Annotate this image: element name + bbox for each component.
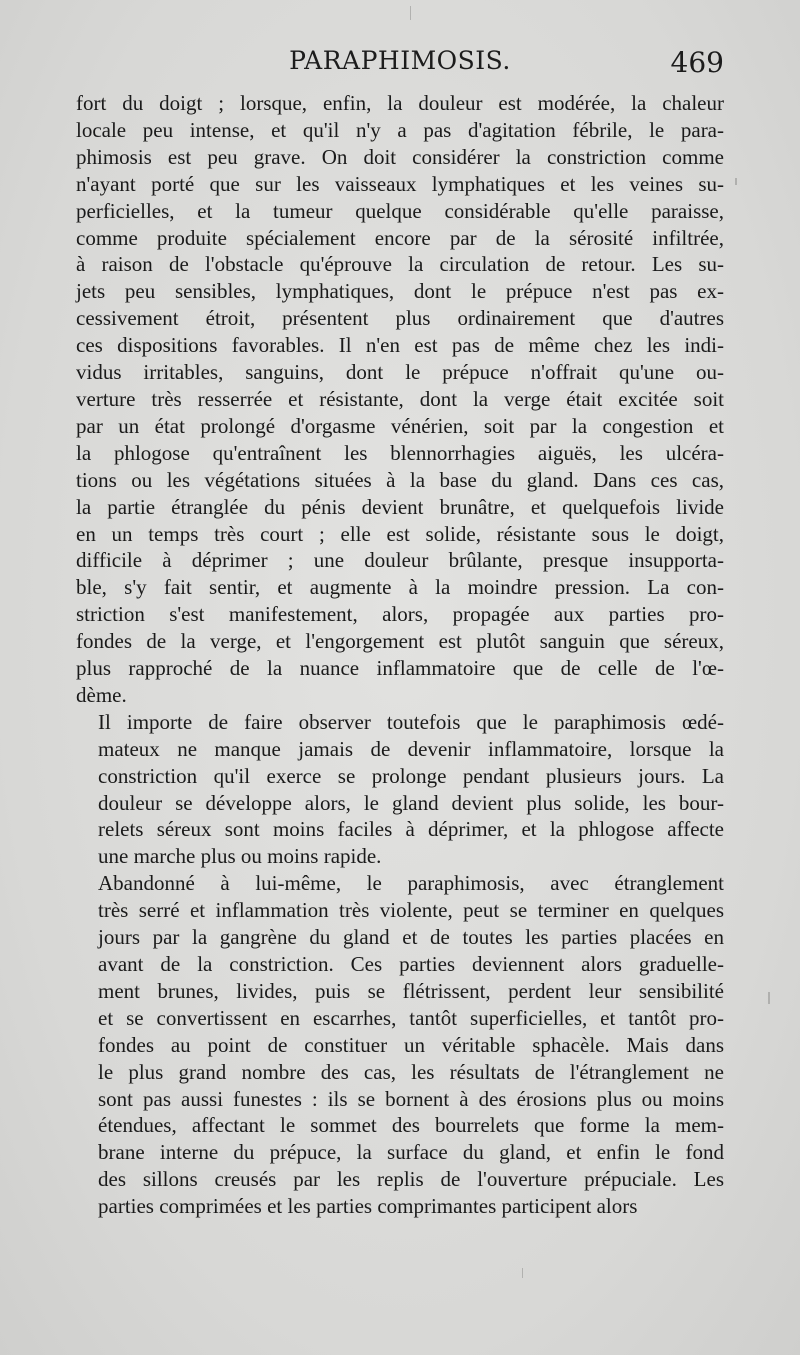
paragraph	[76, 870, 724, 1220]
paper-speck	[735, 178, 737, 185]
text-line: le plus grand nombre des cas, les résultats de l'étranglement ne	[98, 1059, 724, 1084]
paper-speck	[522, 1268, 523, 1278]
text-line: relets séreux sont moins faciles à déprimer, et la phlogose affecte	[98, 817, 724, 842]
text-line: et se convertissent en escarrhes, tantôt superficielles, et tantôt pro-	[98, 1005, 724, 1030]
text-line: jours par la gangrène du gland et de toutes les parties placées en	[98, 925, 724, 950]
text-line: étendues, affectant le sommet des bourrelets que forme la mem-	[98, 1113, 724, 1138]
page-header	[76, 44, 724, 80]
paper-speck	[410, 6, 411, 20]
text-line: fondes au point de constituer un véritable sphacèle. Mais dans	[98, 1032, 724, 1057]
paragraph	[76, 90, 724, 709]
text-line: à raison de l'obstacle qu'éprouve la circulation de retour. Les su-	[76, 252, 724, 277]
text-line: constriction qu'il exerce se prolonge pendant plusieurs jours. La	[98, 763, 724, 788]
text-line: la partie étranglée du pénis devient brunâtre, et quelquefois livide	[76, 494, 724, 519]
text-line: ces dispositions favorables. Il n'en est pas de même chez les indi-	[76, 333, 724, 358]
text-line: verture très resserrée et résistante, dont la verge était excitée soit	[76, 386, 724, 411]
text-line: tions ou les végétations situées à la base du gland. Dans ces cas,	[76, 467, 724, 492]
text-line: par un état prolongé d'orgasme vénérien, soit par la congestion et	[76, 413, 724, 438]
text-line: plus rapproché de la nuance inflammatoire que de celle de l'œ-	[76, 656, 724, 681]
text-line: Il importe de faire observer toutefois que le paraphimosis œdé-	[98, 709, 724, 734]
text-line: ment brunes, livides, puis se flétrissent, perdent leur sensibilité	[98, 978, 724, 1003]
paragraph	[76, 709, 724, 870]
text-line: cessivement étroit, présentent plus ordinairement que d'autres	[76, 306, 724, 331]
text-line: brane interne du prépuce, la surface du gland, et enfin le fond	[98, 1140, 724, 1165]
text-line: phimosis est peu grave. On doit considérer la constriction comme	[76, 144, 724, 169]
text-line: très serré et inflammation très violente, peut se terminer en quelques	[98, 898, 724, 923]
text-line: une marche plus ou moins rapide.	[98, 844, 382, 869]
text-line: locale peu intense, et qu'il n'y a pas d'agitation fébrile, le para-	[76, 117, 724, 142]
paper-speck	[768, 992, 770, 1004]
text-line: difficile à déprimer ; une douleur brûlante, presque insupporta-	[76, 548, 724, 573]
text-line: des sillons creusés par les replis de l'ouverture prépuciale. Les	[98, 1167, 724, 1192]
text-line: ble, s'y fait sentir, et augmente à la moindre pression. La con-	[76, 575, 724, 600]
text-line: fort du doigt ; lorsque, enfin, la douleur est modérée, la chaleur	[76, 91, 724, 115]
text-line: comme produite spécialement encore par de la sérosité infiltrée,	[76, 225, 724, 250]
page-number: 469	[670, 46, 724, 79]
text-line: vidus irritables, sanguins, dont le prépuce n'offrait qu'une ou-	[76, 360, 724, 385]
text-line: douleur se développe alors, le gland devient plus solide, les bour-	[98, 790, 724, 815]
text-line: Abandonné à lui-même, le paraphimosis, avec étranglement	[98, 871, 724, 896]
running-title: PARAPHIMOSIS.	[289, 46, 511, 75]
text-line: perficielles, et la tumeur quelque considérable qu'elle paraisse,	[76, 198, 724, 223]
text-line: en un temps très court ; elle est solide, résistante sous le doigt,	[76, 521, 724, 546]
text-line: mateux ne manque jamais de devenir inflammatoire, lorsque la	[98, 736, 724, 761]
text-line: parties comprimées et les parties comprimantes participent alors	[98, 1194, 638, 1219]
text-line: jets peu sensibles, lymphatiques, dont le prépuce n'est pas ex-	[76, 279, 724, 304]
text-line: fondes de la verge, et l'engorgement est plutôt sanguin que séreux,	[76, 629, 724, 654]
text-line: avant de la constriction. Ces parties deviennent alors graduelle-	[98, 952, 724, 976]
text-line: striction s'est manifestement, alors, propagée aux parties pro-	[76, 602, 724, 627]
body-text	[76, 90, 724, 1220]
text-line: n'ayant porté que sur les vaisseaux lymphatiques et les veines su-	[76, 171, 724, 196]
text-line: sont pas aussi funestes : ils se bornent à des érosions plus ou moins	[98, 1086, 724, 1111]
text-line: dème.	[76, 682, 127, 707]
text-line: la phlogose qu'entraînent les blennorrhagies aiguës, les ulcéra-	[76, 440, 724, 465]
